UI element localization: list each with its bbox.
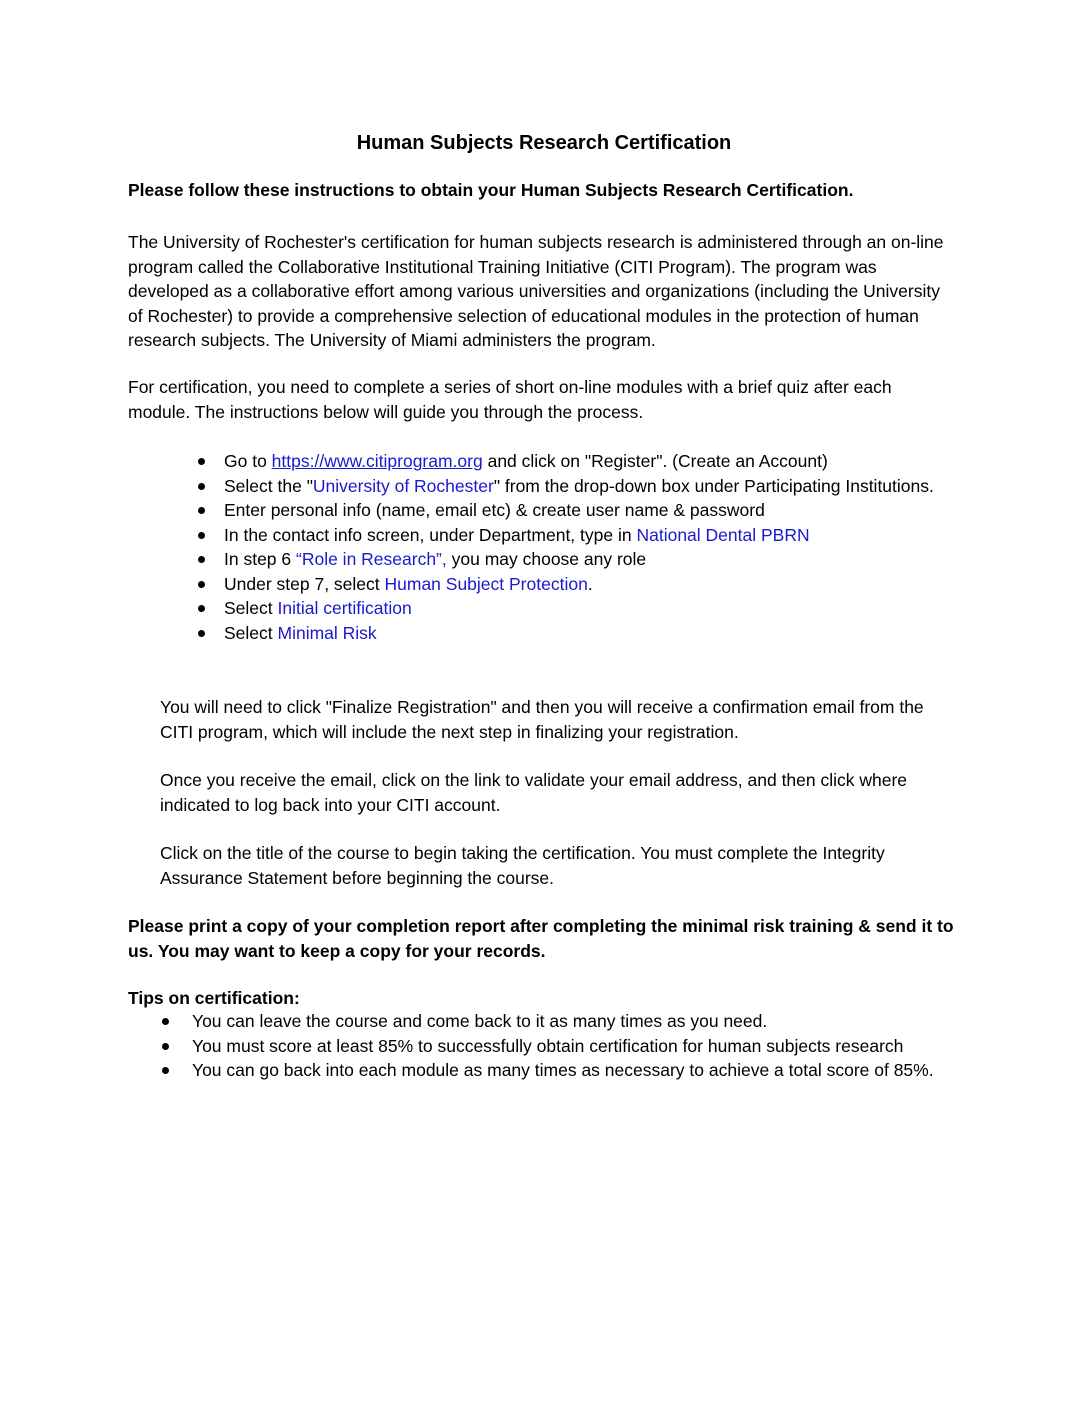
list-item: Enter personal info (name, email etc) & create user name & password [196,498,936,523]
finalize-registration-note: You will need to click "Finalize Registration" and then you will receive a confirmation email from the CITI program, which will include the next step in finalizing your registration. [160,697,924,742]
list-item: Select the "University of Rochester" from the drop-down box under Participating Institutions. [196,474,936,499]
certification-type: Initial certification [277,598,412,618]
bullet-icon [198,581,205,588]
risk-level: Minimal Risk [277,622,377,643]
list-item: You must score at least 85% to successfully obtain certification for human subjects research [160,1034,960,1059]
list-item: Select Minimal Risk [196,621,936,646]
page-title: Human Subjects Research Certification [356,132,732,154]
list-item: Under step 7, select Human Subject Protection. [196,572,936,597]
list-item: Select Initial certification [196,596,936,621]
registration-steps-list [196,449,936,645]
bullet-icon [162,1018,169,1025]
tips-list [160,1009,960,1083]
citi-program-link[interactable]: https://www.citiprogram.org [271,451,483,471]
bullet-icon [198,507,205,514]
department-name: National Dental PBRN [636,524,810,545]
institution-name: University of Rochester [312,475,494,496]
bullet-icon [198,483,205,490]
begin-course-note: Click on the title of the course to begin taking the certification. You must complete the Integrity Assurance Statement before beginning the course. [160,843,885,888]
list-item: You can leave the course and come back to it as many times as you need. [160,1009,960,1034]
bullet-icon [198,532,205,539]
bullet-icon [162,1043,169,1050]
bullet-icon [198,630,205,637]
citi-program-description: The University of Rochester's certification for human subjects research is administered through an on-line program called the Collaborative Institutional Training Initiative (CITI Program). The program was developed as a collaborative effort among various universities and organizations (including the University of Rochester) to provide a comprehensive selection of educational modules in the protection of human research subjects. The University of Miami administers the program. [128,232,944,350]
list-item: In the contact info screen, under Department, type in National Dental PBRN [196,523,936,548]
print-report-notice: Please print a copy of your completion report after completing the minimal risk training & send it to us. You may want to keep a copy for your records. [128,916,954,961]
list-item: You can go back into each module as many times as necessary to achieve a total score of 85%. [160,1058,960,1083]
bullet-icon [198,458,205,465]
role-in-research: “Role in Research”, [296,549,447,569]
tips-heading: Tips on certification: [128,988,300,1008]
bullet-icon [162,1067,169,1074]
bullet-icon [198,556,205,563]
validate-email-note: Once you receive the email, click on the link to validate your email address, and then click where indicated to log back into your CITI account. [160,770,908,815]
certification-overview: For certification, you need to complete a series of short on-line modules with a brief quiz after each module. The instructions below will guide you through the process. [128,377,892,422]
course-name: Human Subject Protection [384,573,588,594]
list-item: Go to https://www.citiprogram.org and click on "Register". (Create an Account) [196,449,936,474]
list-item: In step 6 “Role in Research”, you may choose any role [196,547,936,572]
bullet-icon [198,605,205,612]
intro-instructions: Please follow these instructions to obtain your Human Subjects Research Certification. [128,180,854,200]
